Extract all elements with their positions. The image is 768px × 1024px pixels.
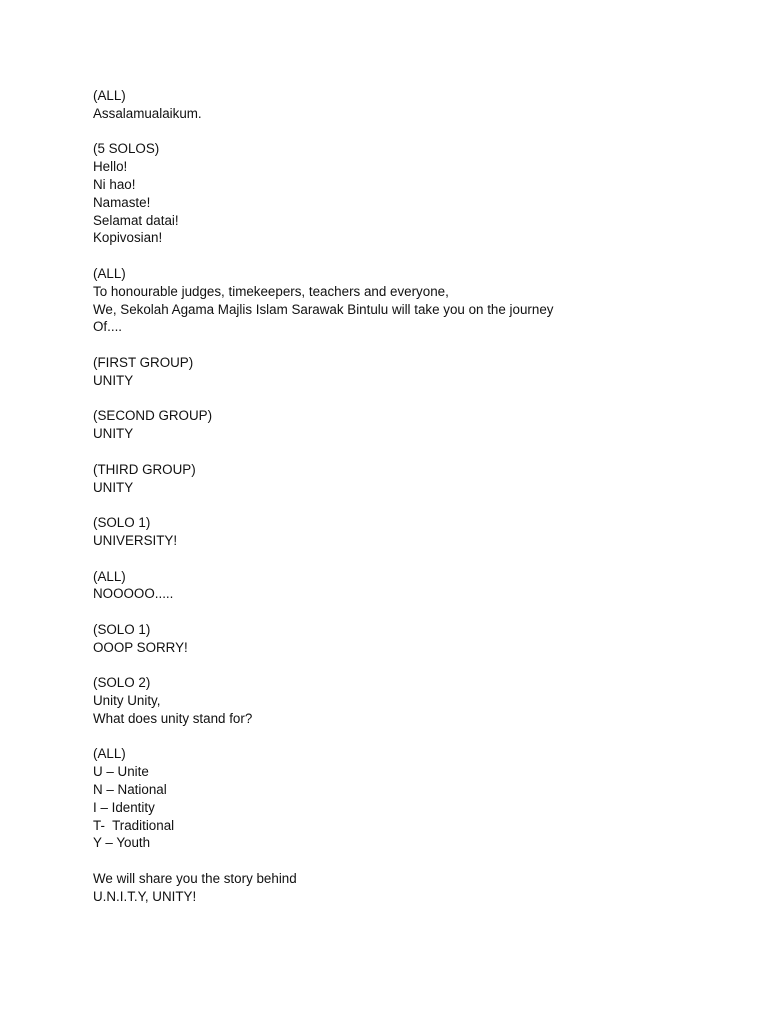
- text-line: OOOP SORRY!: [93, 639, 188, 655]
- text-line: (SECOND GROUP): [93, 408, 213, 424]
- blank-line: [93, 443, 693, 461]
- text-line: We, Sekolah Agama Majlis Islam Sarawak Bintulu will take you on the journey: [93, 301, 554, 317]
- text-line: Assalamualaikum.: [93, 105, 202, 121]
- text-line: UNIVERSITY!: [93, 532, 178, 548]
- text-line: (THIRD GROUP): [93, 461, 196, 477]
- text-line: UNITY: [93, 426, 134, 442]
- text-line: (ALL): [93, 746, 126, 762]
- text-line: U.N.I.T.Y, UNITY!: [93, 888, 197, 904]
- text-line: I – Identity: [93, 799, 155, 815]
- text-line: (ALL): [93, 265, 126, 281]
- text-line: Unity Unity,: [93, 693, 161, 709]
- text-line: NOOOOO.....: [93, 586, 174, 602]
- text-line: (SOLO 1): [93, 621, 151, 637]
- text-line: (FIRST GROUP): [93, 354, 194, 370]
- text-line: UNITY: [93, 372, 134, 388]
- text-line: We will share you the story behind: [93, 871, 297, 887]
- text-line: Namaste!: [93, 194, 151, 210]
- blank-line: [93, 550, 693, 568]
- text-line: Kopivosian!: [93, 230, 163, 246]
- blank-line: [93, 852, 693, 870]
- text-line: Hello!: [93, 159, 128, 175]
- text-line: Selamat datai!: [93, 212, 179, 228]
- text-line: T- Traditional: [93, 817, 175, 833]
- text-line: (ALL): [93, 568, 126, 584]
- text-line: Y – Youth: [93, 835, 151, 851]
- script-text: [93, 87, 693, 906]
- blank-line: [93, 336, 693, 354]
- text-line: N – National: [93, 782, 167, 798]
- text-line: (SOLO 2): [93, 675, 151, 691]
- blank-line: [93, 728, 693, 746]
- text-line: What does unity stand for?: [93, 710, 253, 726]
- blank-line: [93, 496, 693, 514]
- blank-line: [93, 390, 693, 408]
- text-line: To honourable judges, timekeepers, teachers and everyone,: [93, 283, 449, 299]
- text-line: U – Unite: [93, 764, 149, 780]
- text-line: (SOLO 1): [93, 515, 151, 531]
- blank-line: [93, 123, 693, 141]
- text-line: (ALL): [93, 88, 126, 103]
- text-line: Of....: [93, 319, 123, 335]
- blank-line: [93, 657, 693, 675]
- text-line: Ni hao!: [93, 176, 136, 192]
- text-line: UNITY: [93, 479, 134, 495]
- text-line: (5 SOLOS): [93, 141, 160, 157]
- blank-line: [93, 603, 693, 621]
- blank-line: [93, 247, 693, 265]
